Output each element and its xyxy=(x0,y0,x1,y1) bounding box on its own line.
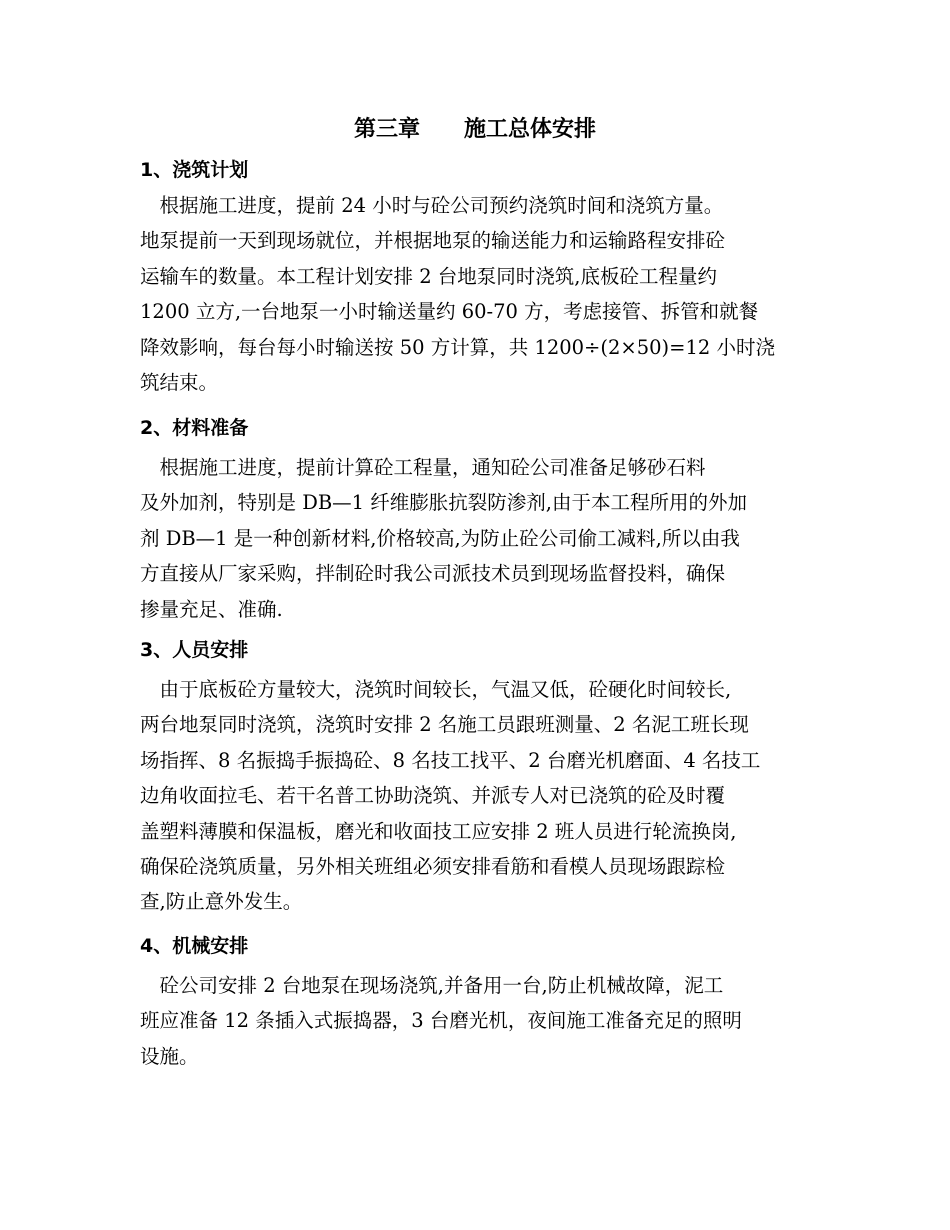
paragraph-line: 根据施工进度，提前计算砼工程量，通知砼公司准备足够砂石料 xyxy=(140,456,706,479)
chapter-title: 第三章 施工总体安排 xyxy=(353,117,596,142)
paragraph-line: 查,防止意外发生。 xyxy=(140,890,303,914)
section-heading-pouring-plan: 1、浇筑计划 xyxy=(140,159,249,181)
paragraph-line: 方直接从厂家采购，拌制砼时我公司派技术员到现场监督投料，确保 xyxy=(140,562,726,586)
section-body-material-prep xyxy=(140,450,830,627)
paragraph-line: 掺量充足、准确. xyxy=(140,597,283,621)
paragraph-line: 运输车的数量。本工程计划安排 2 台地泵同时浇筑,底板砼工程量约 xyxy=(140,264,718,288)
section-body-staffing xyxy=(140,672,830,920)
section-heading-material-prep: 2、材料准备 xyxy=(140,417,249,439)
section-body-pouring-plan xyxy=(140,188,830,400)
paragraph-line: 两台地泵同时浇筑，浇筑时安排 2 名施工员跟班测量、2 名泥工班长现 xyxy=(140,713,749,737)
paragraph-line: 地泵提前一天到现场就位，并根据地泵的输送能力和运输路程安排砼 xyxy=(140,229,726,253)
paragraph-line: 1200 立方,一台地泵一小时输送量约 60-70 方，考虑接管、拆管和就餐 xyxy=(140,300,759,324)
paragraph-line: 降效影响，每台每小时输送按 50 方计算，共 1200÷(2×50)=12 小时浇 xyxy=(140,335,775,359)
paragraph-line: 边角收面拉毛、若干名普工协助浇筑、并派专人对已浇筑的砼及时覆 xyxy=(140,784,726,808)
section-body-machinery xyxy=(140,968,830,1074)
paragraph-line: 设施。 xyxy=(140,1044,199,1068)
paragraph-line: 场指挥、8 名振捣手振捣砼、8 名技工找平、2 台磨光机磨面、4 名技工 xyxy=(140,748,761,772)
paragraph-line: 剂 DB—1 是一种创新材料,价格较高,为防止砼公司偷工减料,所以由我 xyxy=(140,526,740,550)
paragraph-line: 砼公司安排 2 台地泵在现场浇筑,并备用一台,防止机械故障，泥工 xyxy=(140,974,724,997)
section-heading-staffing: 3、人员安排 xyxy=(140,639,249,661)
paragraph-line: 盖塑料薄膜和保温板，磨光和收面技工应安排 2 班人员进行轮流换岗, xyxy=(140,819,737,843)
paragraph-line: 筑结束。 xyxy=(140,370,219,394)
section-heading-machinery: 4、机械安排 xyxy=(140,935,249,957)
paragraph-line: 根据施工进度，提前 24 小时与砼公司预约浇筑时间和浇筑方量。 xyxy=(140,194,724,217)
paragraph-line: 由于底板砼方量较大，浇筑时间较长，气温又低，砼硬化时间较长, xyxy=(140,678,732,701)
paragraph-line: 班应准备 12 条插入式振捣器，3 台磨光机，夜间施工准备充足的照明 xyxy=(140,1009,742,1033)
paragraph-line: 确保砼浇筑质量，另外相关班组必须安排看筋和看模人员现场跟踪检 xyxy=(140,854,726,878)
paragraph-line: 及外加剂，特别是 DB—1 纤维膨胀抗裂防渗剂,由于本工程所用的外加 xyxy=(140,491,747,515)
